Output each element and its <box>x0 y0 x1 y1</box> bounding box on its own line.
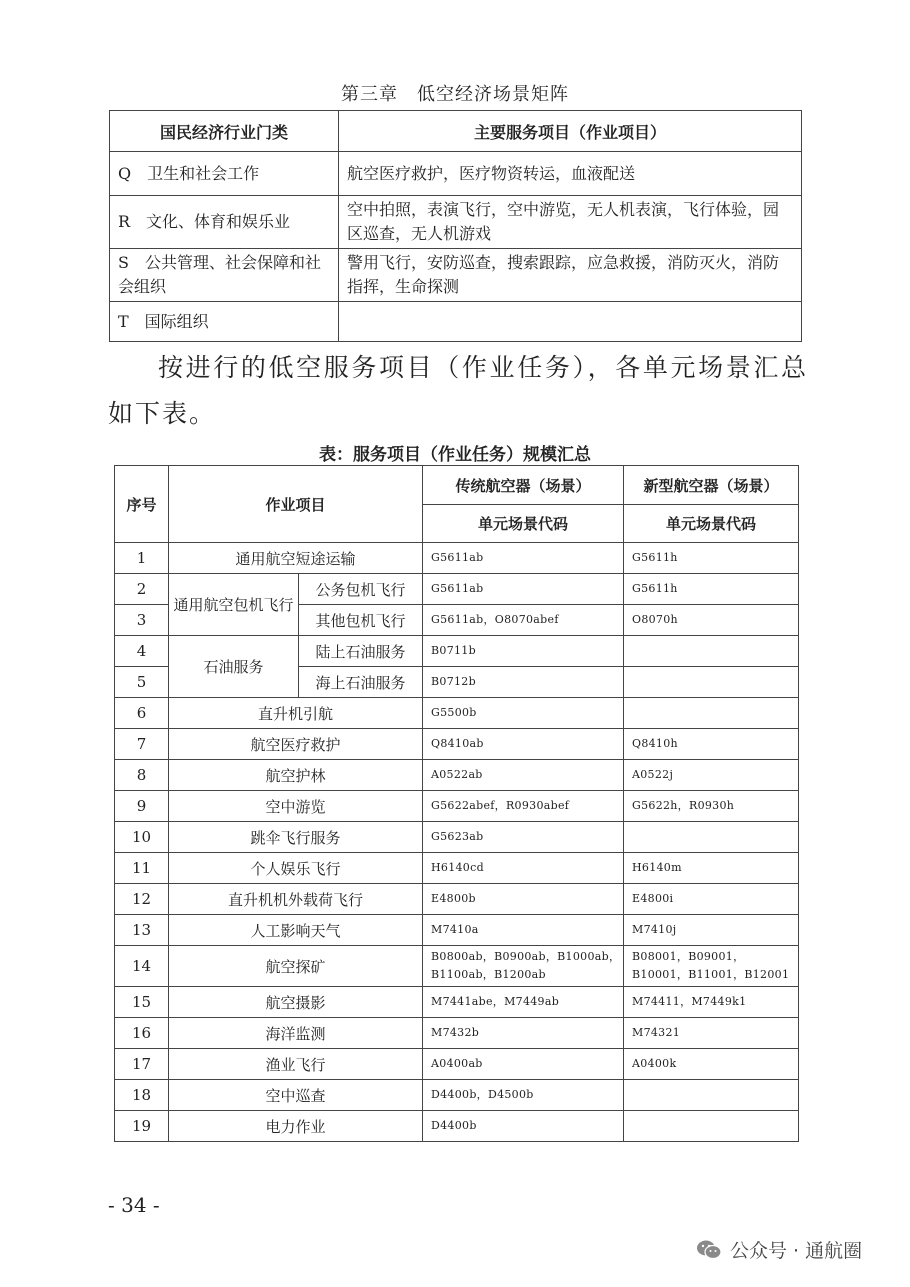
seq-cell: 3 <box>115 605 169 636</box>
new-code-cell: O8070h <box>624 605 799 636</box>
project-cell: 渔业飞行 <box>169 1049 423 1080</box>
industry-table-header <box>110 111 802 152</box>
project-cell: 跳伞飞行服务 <box>169 822 423 853</box>
seq-cell: 13 <box>115 915 169 946</box>
table-row <box>115 884 799 915</box>
project-cell: 空中游览 <box>169 791 423 822</box>
seq-cell: 18 <box>115 1080 169 1111</box>
header-trad-code: 单元场景代码 <box>423 505 624 543</box>
header-new-type: 新型航空器（场景） <box>624 466 799 505</box>
trad-code-cell: H6140cd <box>423 853 624 884</box>
category-cell: T 国际组织 <box>110 302 339 342</box>
project-cell: 直升机引航 <box>169 698 423 729</box>
watermark-footer <box>696 1236 862 1263</box>
trad-code-cell: A0522ab <box>423 760 624 791</box>
project-cell: 航空医疗救护 <box>169 729 423 760</box>
table-row <box>115 543 799 574</box>
trad-code-cell: G5611ab <box>423 543 624 574</box>
project-cell: 直升机机外载荷飞行 <box>169 884 423 915</box>
table-row <box>115 636 799 667</box>
seq-cell: 9 <box>115 791 169 822</box>
category-cell: Q 卫生和社会工作 <box>110 152 339 196</box>
project-cell: 空中巡查 <box>169 1080 423 1111</box>
new-code-cell <box>624 1080 799 1111</box>
new-code-cell <box>624 1111 799 1142</box>
trad-code-cell: G5622abef，R0930abef <box>423 791 624 822</box>
project-cell: 海上石油服务 <box>299 667 423 698</box>
project-cell: 航空探矿 <box>169 946 423 987</box>
table-row <box>115 698 799 729</box>
new-code-cell <box>624 698 799 729</box>
new-code-cell: M7410j <box>624 915 799 946</box>
table-row <box>115 987 799 1018</box>
table-row <box>110 152 802 196</box>
project-cell: 航空护林 <box>169 760 423 791</box>
table-row <box>110 196 802 249</box>
seq-cell: 10 <box>115 822 169 853</box>
seq-cell: 8 <box>115 760 169 791</box>
new-code-cell: G5611h <box>624 574 799 605</box>
trad-code-cell: B0711b <box>423 636 624 667</box>
seq-cell: 15 <box>115 987 169 1018</box>
seq-cell: 6 <box>115 698 169 729</box>
trad-code-cell: A0400ab <box>423 1049 624 1080</box>
new-code-cell <box>624 822 799 853</box>
seq-cell: 4 <box>115 636 169 667</box>
trad-code-cell: D4400b，D4500b <box>423 1080 624 1111</box>
trad-code-cell: B0800ab，B0900ab，B1000ab，B1100ab，B1200ab <box>423 946 624 987</box>
summary-table-title: 表：服务项目（作业任务）规模汇总 <box>319 445 591 465</box>
trad-code-cell: M7441abe，M7449ab <box>423 987 624 1018</box>
industry-table <box>109 110 802 342</box>
account-label: 公众号 · 通航圈 <box>730 1240 863 1262</box>
table-row <box>115 729 799 760</box>
header-traditional: 传统航空器（场景） <box>423 466 624 505</box>
table-row <box>115 853 799 884</box>
trad-code-cell: G5623ab <box>423 822 624 853</box>
new-code-cell: M74411，M7449k1 <box>624 987 799 1018</box>
group-charter-cell: 通用航空包机飞行 <box>169 574 299 636</box>
table-row <box>115 822 799 853</box>
project-cell: 电力作业 <box>169 1111 423 1142</box>
trad-code-cell: B0712b <box>423 667 624 698</box>
summary-table <box>114 465 799 1142</box>
project-cell: 陆上石油服务 <box>299 636 423 667</box>
trad-code-cell: G5611ab，O8070abef <box>423 605 624 636</box>
table-row <box>115 1111 799 1142</box>
table-row <box>110 302 802 342</box>
header-new-code: 单元场景代码 <box>624 505 799 543</box>
header-project: 作业项目 <box>169 466 423 543</box>
table-row <box>115 1080 799 1111</box>
project-cell: 通用航空短途运输 <box>169 543 423 574</box>
trad-code-cell: Q8410ab <box>423 729 624 760</box>
seq-cell: 1 <box>115 543 169 574</box>
seq-cell: 14 <box>115 946 169 987</box>
seq-cell: 16 <box>115 1018 169 1049</box>
project-cell: 航空摄影 <box>169 987 423 1018</box>
trad-code-cell: D4400b <box>423 1111 624 1142</box>
table-row <box>115 760 799 791</box>
seq-cell: 2 <box>115 574 169 605</box>
trad-code-cell: G5500b <box>423 698 624 729</box>
trad-code-cell: M7410a <box>423 915 624 946</box>
seq-cell: 19 <box>115 1111 169 1142</box>
table-row <box>115 946 799 987</box>
header-services: 主要服务项目（作业项目） <box>339 111 802 152</box>
new-code-cell: A0400k <box>624 1049 799 1080</box>
table-row <box>110 249 802 302</box>
trad-code-cell: M7432b <box>423 1018 624 1049</box>
new-code-cell: G5611h <box>624 543 799 574</box>
table-row <box>115 791 799 822</box>
new-code-cell: H6140m <box>624 853 799 884</box>
trad-code-cell: G5611ab <box>423 574 624 605</box>
seq-cell: 12 <box>115 884 169 915</box>
table-row <box>115 574 799 605</box>
seq-cell: 7 <box>115 729 169 760</box>
page-number: - 34 - <box>108 1193 160 1217</box>
new-code-cell: M74321 <box>624 1018 799 1049</box>
services-cell: 警用飞行，安防巡查，搜索跟踪，应急救援，消防灭火，消防指挥，生命探测 <box>339 249 802 302</box>
trad-code-cell: E4800b <box>423 884 624 915</box>
new-code-cell: E4800i <box>624 884 799 915</box>
services-cell: 航空医疗救护，医疗物资转运，血液配送 <box>339 152 802 196</box>
project-cell: 公务包机飞行 <box>299 574 423 605</box>
new-code-cell: G5622h，R0930h <box>624 791 799 822</box>
wechat-icon <box>696 1239 722 1261</box>
services-cell: 空中拍照，表演飞行，空中游览，无人机表演，飞行体验，园区巡查，无人机游戏 <box>339 196 802 249</box>
category-cell: S 公共管理、社会保障和社会组织 <box>110 249 339 302</box>
new-code-cell: Q8410h <box>624 729 799 760</box>
seq-cell: 17 <box>115 1049 169 1080</box>
chapter-title: 第三章 低空经济场景矩阵 <box>341 84 569 105</box>
header-seq: 序号 <box>115 466 169 543</box>
table-row <box>115 1049 799 1080</box>
project-cell: 人工影响天气 <box>169 915 423 946</box>
new-code-cell: B08001，B09001，B10001，B11001，B12001 <box>624 946 799 987</box>
new-code-cell <box>624 636 799 667</box>
project-cell: 个人娱乐飞行 <box>169 853 423 884</box>
summary-header-row <box>115 466 799 505</box>
intro-paragraph: 按进行的低空服务项目（作业任务），各单元场景汇总如下表。 <box>108 353 808 428</box>
seq-cell: 11 <box>115 853 169 884</box>
services-cell <box>339 302 802 342</box>
header-category: 国民经济行业门类 <box>110 111 339 152</box>
table-row <box>115 1018 799 1049</box>
seq-cell: 5 <box>115 667 169 698</box>
category-cell: R 文化、体育和娱乐业 <box>110 196 339 249</box>
group-petroleum-cell: 石油服务 <box>169 636 299 698</box>
project-cell: 其他包机飞行 <box>299 605 423 636</box>
new-code-cell <box>624 667 799 698</box>
table-row <box>115 915 799 946</box>
project-cell: 海洋监测 <box>169 1018 423 1049</box>
new-code-cell: A0522j <box>624 760 799 791</box>
